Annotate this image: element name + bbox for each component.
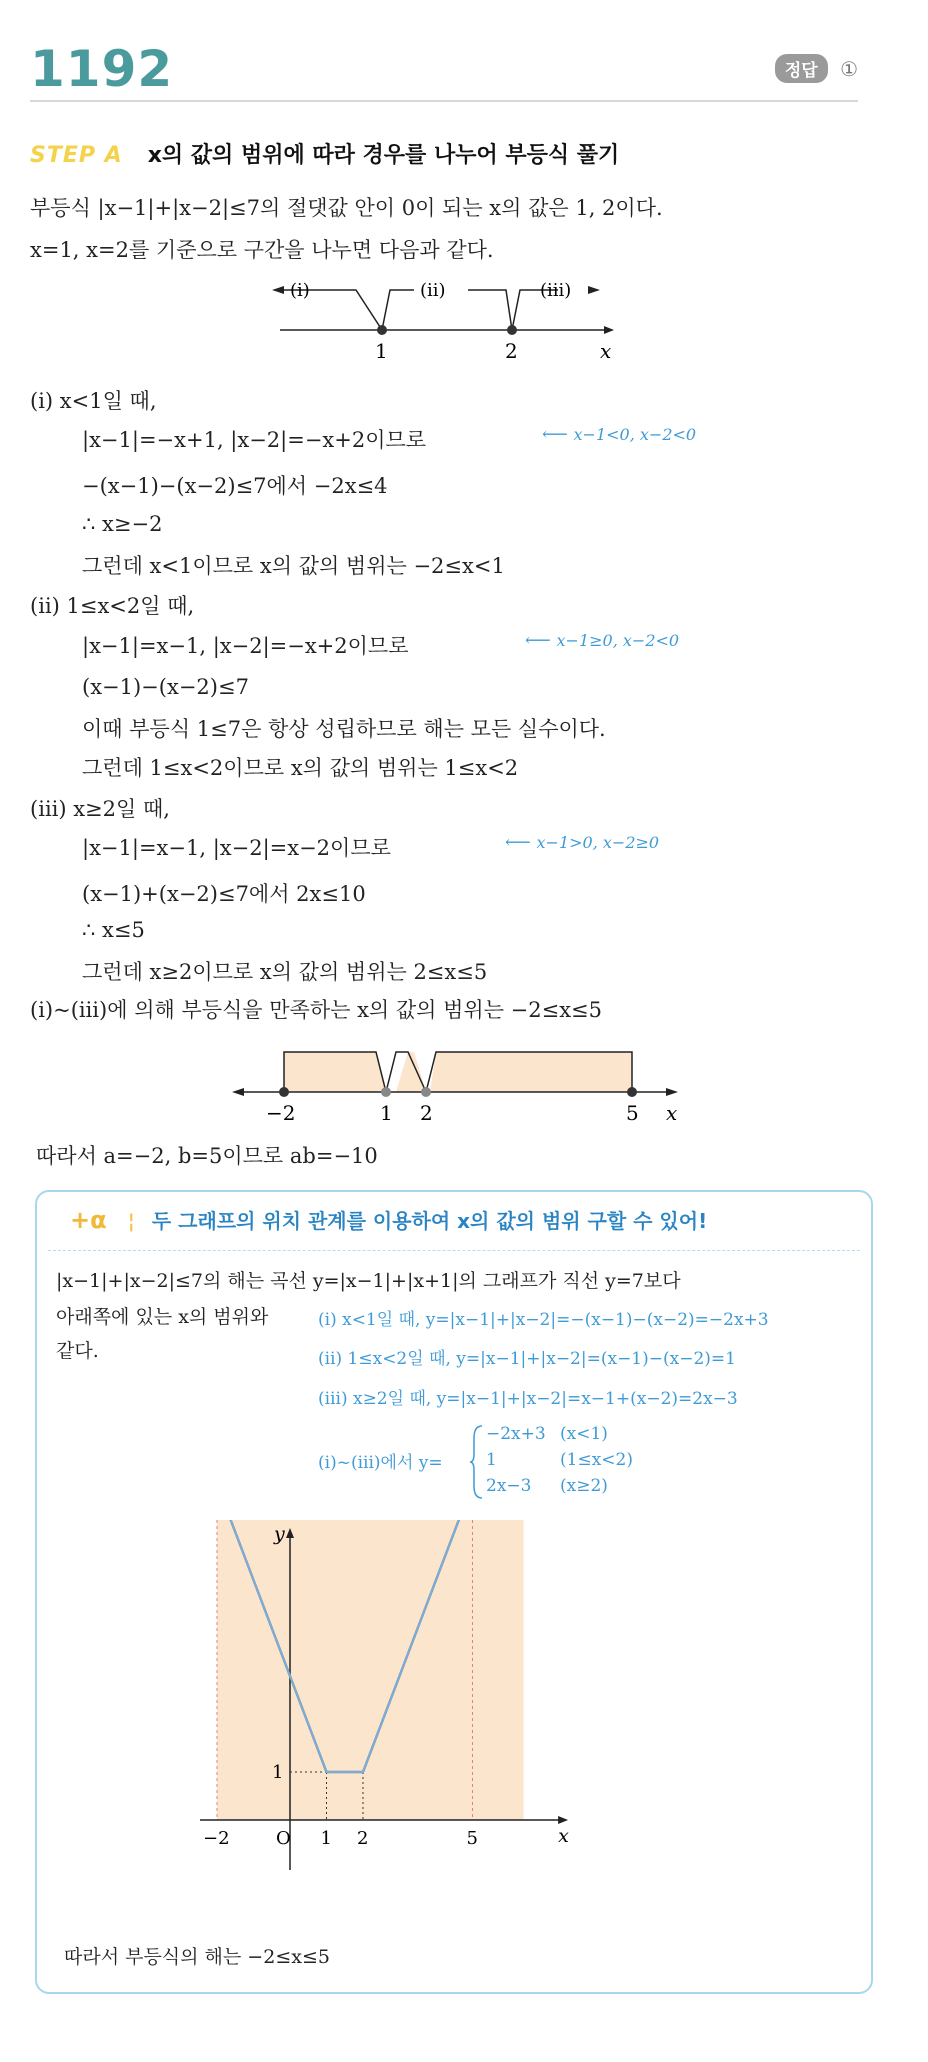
tip-piece-lead: (ⅰ)~(ⅲ)에서 y= [318,1453,443,1473]
graph-xtick: −2 [203,1828,230,1849]
graph-xtick: 5 [466,1828,478,1849]
tip-footer: 따라서 부등식의 해는 −2≤x≤5 [64,1946,330,1968]
tick-1: 1 [375,339,388,363]
piecewise-brace [470,1424,484,1500]
combine-line: (ⅰ)~(ⅲ)에 의해 부등식을 만족하는 x의 값의 범위는 −2≤x≤5 [30,998,603,1022]
case1-note: ⟵ x−1<0, x−2<0 [542,424,697,445]
graph-axis-x: x [558,1825,569,1847]
graph-ytick: 1 [272,1762,284,1783]
axis-x: x [600,339,612,363]
case1-line2: −(x−1)−(x−2)≤7에서 −2x≤4 [82,474,388,498]
solution-number-line [230,1040,690,1130]
tip-line2: 아래쪽에 있는 x의 범위와 [56,1306,269,1328]
tick-1b: 1 [380,1101,393,1125]
piece-3-expr: 2x−3 [486,1476,532,1496]
piece-1-cond: (x<1) [560,1424,608,1444]
answer-value: ① [840,57,858,81]
interval-label-iii: (ⅲ) [540,280,572,301]
tick-minus2: −2 [266,1101,296,1125]
tip-case3: (ⅲ) x≥2일 때, y=|x−1|+|x−2|=x−1+(x−2)=2x−3 [318,1389,738,1409]
case3-line4: 그런데 x≥2이므로 x의 값의 범위는 2≤x≤5 [82,960,488,984]
tick-2b: 2 [420,1101,433,1125]
case3-note: ⟵ x−1>0, x−2≥0 [505,832,660,853]
conclusion-line: 따라서 a=−2, b=5이므로 ab=−10 [36,1144,378,1168]
tip-case1: (ⅰ) x<1일 때, y=|x−1|+|x−2|=−(x−1)−(x−2)=−2x+3 [318,1310,769,1330]
case1-line4: 그런데 x<1이므로 x의 값의 범위는 −2≤x<1 [82,554,505,578]
graph-origin: O [276,1828,291,1849]
case2-line1: |x−1|=x−1, |x−2|=−x+2이므로 [82,634,409,658]
piece-3-cond: (x≥2) [560,1476,608,1496]
case3-line1: |x−1|=x−1, |x−2|=x−2이므로 [82,836,391,860]
case2-line3: 이때 부등식 1≤7은 항상 성립하므로 해는 모든 실수이다. [82,717,606,741]
answer-badge: 정답 [775,54,828,83]
graph-xtick: 1 [320,1828,332,1849]
intro-line-1: 부등식 |x−1|+|x−2|≤7의 절댓값 안이 0이 되는 x의 값은 1, 2이다. [30,196,663,220]
x-axis-arrow [558,1816,568,1824]
step-tag: STEP A [30,143,123,168]
case3-line3: ∴ x≤5 [82,918,145,942]
case2-note: ⟵ x−1≥0, x−2<0 [525,630,680,651]
tip-line1: |x−1|+|x−2|≤7의 해는 곡선 y=|x−1|+|x+1|의 그래프가 직선 y=7보다 [56,1270,681,1292]
tip-badge: +α [70,1206,107,1234]
piece-1-expr: −2x+3 [486,1424,546,1444]
tip-heading: +α ¦ 두 그래프의 위치 관계를 이용하여 x의 값의 범위 구할 수 있어! [70,1206,708,1234]
graph-axis-y: y [274,1523,285,1545]
case1-line1: |x−1|=−x+1, |x−2|=−x+2이므로 [82,428,427,452]
header-divider [30,100,858,102]
interval-label-i: (ⅰ) [290,280,310,301]
graph-xtick: 2 [357,1828,369,1849]
problem-number: 1192 [30,40,174,98]
step-title: x의 값의 범위에 따라 경우를 나누어 부등식 풀기 [147,143,620,168]
case2-heading: (ⅱ) 1≤x<2일 때, [30,594,195,618]
tip-title: 두 그래프의 위치 관계를 이용하여 x의 값의 범위 구할 수 있어! [151,1209,708,1233]
interval-number-line [270,278,630,368]
tip-case2: (ⅱ) 1≤x<2일 때, y=|x−1|+|x−2|=(x−1)−(x−2)=1 [318,1349,736,1369]
interval-label-ii: (ⅱ) [420,280,446,301]
case2-line4: 그런데 1≤x<2이므로 x의 값의 범위는 1≤x<2 [82,756,519,780]
piece-2-cond: (1≤x<2) [560,1450,633,1470]
axis-x2: x [666,1101,678,1125]
intro-line-2: x=1, x=2를 기준으로 구간을 나누면 다음과 같다. [30,238,494,262]
case1-line3: ∴ x≥−2 [82,512,163,536]
absolute-value-graph [200,1520,700,1930]
tick-5: 5 [626,1101,639,1125]
case1-heading: (ⅰ) x<1일 때, [30,389,157,413]
step-heading [30,138,619,169]
tip-line3: 같다. [56,1340,99,1362]
answer-indicator [775,54,858,83]
case3-line2: (x−1)+(x−2)≤7에서 2x≤10 [82,882,366,906]
piece-2-expr: 1 [486,1450,497,1470]
case3-heading: (ⅲ) x≥2일 때, [30,797,170,821]
solution-shade [217,1520,524,1820]
tick-2: 2 [505,339,518,363]
case2-line2: (x−1)−(x−2)≤7 [82,675,249,699]
